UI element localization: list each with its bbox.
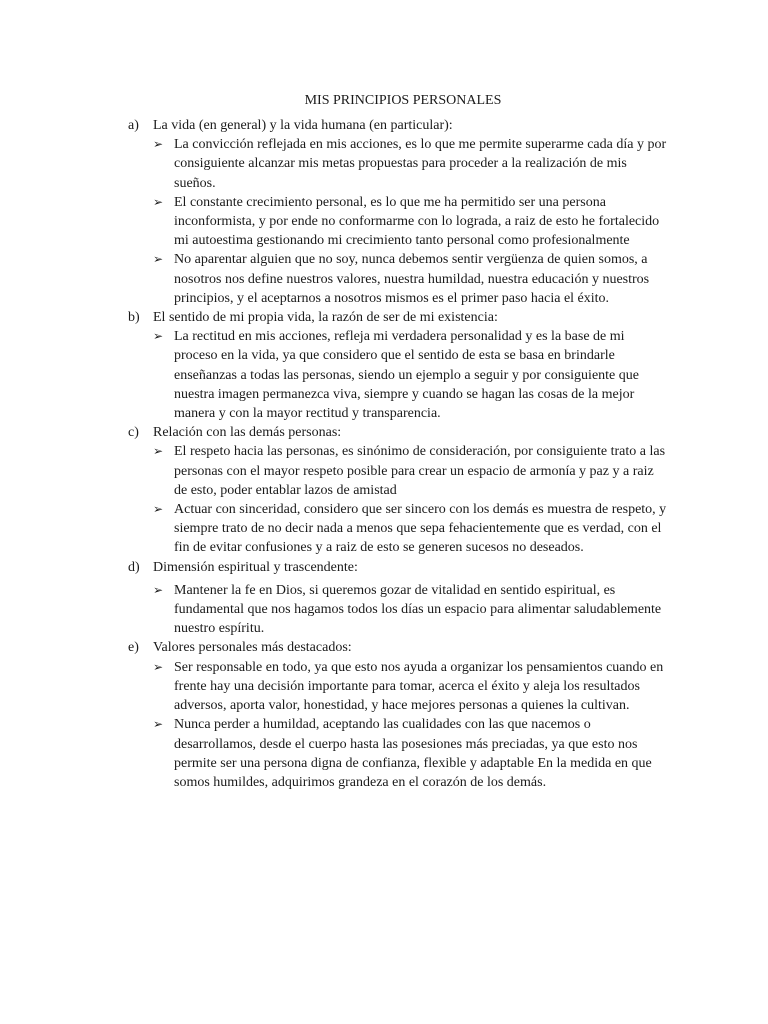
arrow-bullet-icon: ➢ xyxy=(153,502,164,517)
list-item-text: No aparentar alguien que no soy, nunca debemos sentir vergüenza de quien somos, a nosotros nos define nuestros valores, nuestra humildad, nuestra educación y nuestros principios, y el aceptarnos a nosotros mismos es el primer paso hacia el éxito. xyxy=(174,252,650,306)
arrow-bullet-icon: ➢ xyxy=(153,194,164,209)
section-d xyxy=(128,558,668,639)
list-item xyxy=(128,658,668,716)
section-heading xyxy=(128,116,668,135)
arrow-bullet-icon: ➢ xyxy=(153,137,164,152)
arrow-bullet-icon: ➢ xyxy=(153,659,164,674)
list-item xyxy=(128,715,668,792)
section-heading xyxy=(128,423,668,442)
section-letter: b) xyxy=(128,310,140,326)
section-heading xyxy=(128,558,668,577)
bullet-list xyxy=(128,581,668,639)
bullet-list xyxy=(128,658,668,792)
document-title: MIS PRINCIPIOS PERSONALES xyxy=(304,93,502,108)
section-a xyxy=(128,116,668,308)
section-c xyxy=(128,423,668,557)
list-item-text: La rectitud en mis acciones, refleja mi verdadera personalidad y es la base de mi proceso en la vida, ya que considero que el sentido de esta se basa en brindarle enseñanzas a todas las personas, siendo un ejemplo a seguir y por consiguiente que nuestra imagen permanezca viva, siempre y cuando se hagan las cosas de la mejor manera y con la mayor rectitud y transparencia. xyxy=(174,329,639,422)
section-e xyxy=(128,638,668,792)
list-item-text: Mantener la fe en Dios, si queremos gozar de vitalidad en sentido espiritual, es fundamental que nos hagamos todos los días un espacio para alimentar saludablemente nuestro espíritu. xyxy=(174,582,662,637)
bullet-list xyxy=(128,442,668,557)
list-item xyxy=(128,581,668,639)
list-item xyxy=(128,500,668,558)
section-heading-text: Relación con las demás personas: xyxy=(153,425,342,441)
arrow-bullet-icon: ➢ xyxy=(153,329,164,344)
list-item-text: Nunca perder a humildad, aceptando las cualidades con las que nacemos o desarrollamos, desde el cuerpo hasta las posesiones más preciadas, ya que esto nos permite ser una persona digna de confianza, flexible y adaptable En la medida en que somos humildes, adquirimos grandeza en el corazón de los demás. xyxy=(174,717,652,790)
list-item xyxy=(128,327,668,423)
list-item xyxy=(128,135,668,193)
section-letter: e) xyxy=(128,640,139,656)
list-item-text: Ser responsable en todo, ya que esto nos ayuda a organizar los pensamientos cuando en frente hay una decisión importante para tomar, acerca el éxito y aleja los resultados adversos, aporta valor, honestidad, y hace mejores personas a quienes la cultivan. xyxy=(174,659,664,714)
section-heading xyxy=(128,308,668,327)
list-item xyxy=(128,442,668,500)
section-heading-text: La vida (en general) y la vida humana (en particular): xyxy=(153,118,453,133)
list-item-text: La convicción reflejada en mis acciones, es lo que me permite superarme cada día y por consiguiente alcanzar mis metas propuestas para proceder a la realización de mis sueños. xyxy=(174,137,667,191)
list-item-text: El constante crecimiento personal, es lo que me ha permitido ser una persona inconformista, y por ende no conformarme con lo lograda, a raiz de esto he fortalecido mi autoestima gestionando mi crecimiento tanto personal como profesionalmente xyxy=(174,194,660,249)
section-letter: d) xyxy=(128,559,140,575)
section-heading-text: Dimensión espiritual y trascendente: xyxy=(153,559,358,575)
section-heading-text: Valores personales más destacados: xyxy=(153,640,352,656)
section-letter: a) xyxy=(128,118,139,133)
arrow-bullet-icon: ➢ xyxy=(153,444,164,459)
list-item-text: Actuar con sinceridad, considero que ser sincero con los demás es muestra de respeto, y siempre trato de no decir nada a menos que sepa fehacientemente que es verdad, con el fin de evitar confusiones y a raiz de esto se generen sucesos no deseados. xyxy=(174,502,667,556)
list-item xyxy=(128,193,668,251)
arrow-bullet-icon: ➢ xyxy=(153,717,164,732)
section-heading xyxy=(128,638,668,657)
arrow-bullet-icon: ➢ xyxy=(153,252,164,267)
section-letter: c) xyxy=(128,425,139,441)
bullet-list xyxy=(128,327,668,423)
section-b xyxy=(128,308,668,423)
list-item-text: El respeto hacia las personas, es sinónimo de consideración, por consiguiente trato a las personas con el mayor respeto posible para crear un espacio de armonía y paz y a raiz de esto, poder entablar lazos de amistad xyxy=(174,444,666,498)
list-item xyxy=(128,250,668,308)
arrow-bullet-icon: ➢ xyxy=(153,582,164,597)
section-heading-text: El sentido de mi propia vida, la razón de ser de mi existencia: xyxy=(153,310,498,326)
bullet-list xyxy=(128,135,668,308)
